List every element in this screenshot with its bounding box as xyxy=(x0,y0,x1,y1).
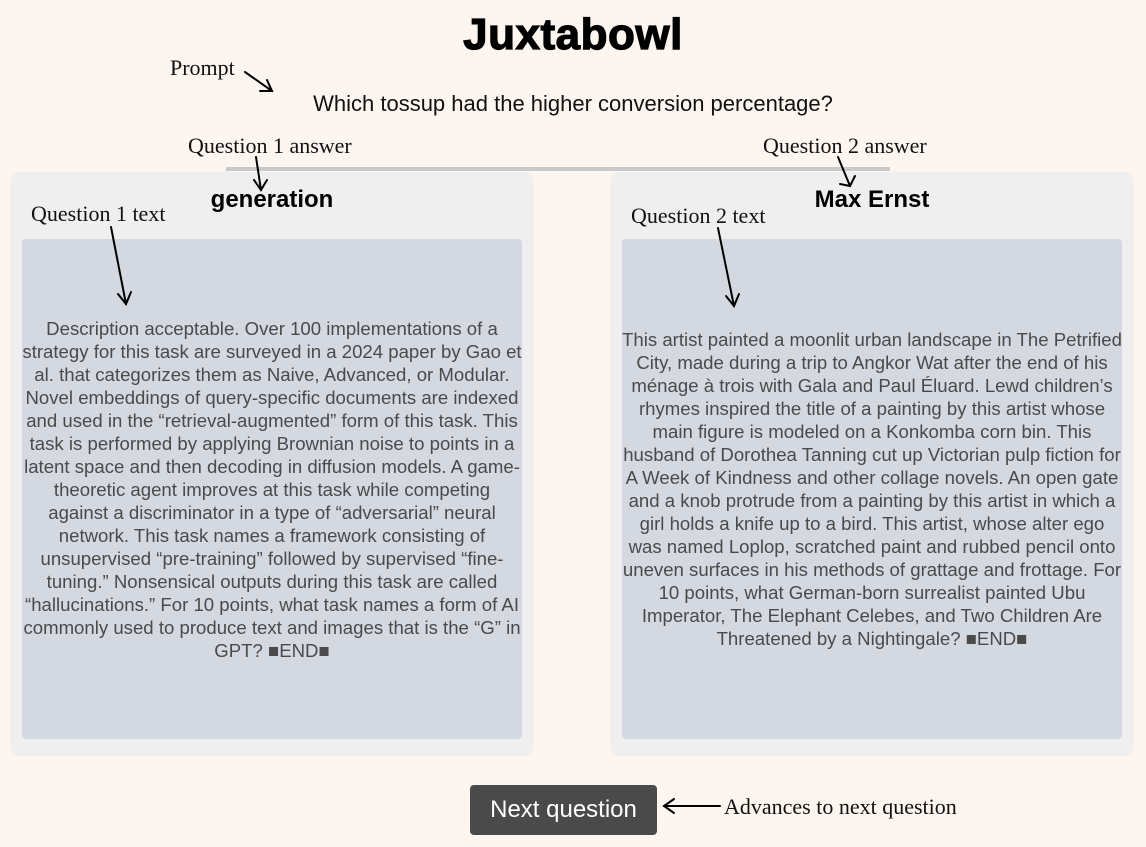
app-title: Juxtabowl xyxy=(463,10,683,59)
annotation-question-2-text: Question 2 text xyxy=(631,203,766,228)
question-1-text: Description acceptable. Over 100 implementations of a strategy for this task are surveyed in a 2024 paper by Gao et al. that categorizes them as Naive, Advanced, or Modular. Novel embeddings of query-specific documents are indexed and used in the “retrieval-augmented” form of this task. This task is performed by applying Brownian noise to points in a latent space and then decoding in diffusion models. A game-theoretic agent improves at this task while competing against a discriminator in a type of “adversarial” neural network. This task names a framework consisting of unsupervised “pre-training” followed by supervised “fine-tuning.” Nonsensical outputs during this task are called “hallucinations.” For 10 points, what task names a form of AI commonly used to produce text and images that is the “G” in GPT? ■END■ xyxy=(22,317,522,661)
prompt-text: Which tossup had the higher conversion percentage? xyxy=(313,91,833,116)
arrow-question-2-answer xyxy=(838,157,850,186)
annotation-question-1-answer: Question 1 answer xyxy=(188,133,352,158)
question-1-answer: generation xyxy=(210,186,334,213)
question-2-text: This artist painted a moonlit urban landscape in The Petrified City, made during a trip to Angkor Wat after the end of his ménage à trois with Gala and Paul Éluard. Lewd children’s rhymes inspired the title of a painting by this artist whose main figure is modeled on a Konkomba corn bin. This husband of Dorothea Tanning cut up Victorian pulp fiction for A Week of Kindness and other collage novels. An open gate and a knob protrude from a painting by this artist in which a girl holds a knife up to a bird. This artist, whose alter ego was named Loplop, scratched paint and rubbed pencil onto uneven surfaces in his methods of grattage and frottage. For 10 points, what German-born surrealist painted Ubu Imperator, The Elephant Celebes, and Two Children Are Threatened by a Nightingale? ■END■ xyxy=(622,329,1122,649)
annotation-next-question: Advances to next question xyxy=(724,794,957,819)
arrow-question-1-text xyxy=(111,227,126,304)
annotation-question-1-text: Question 1 text xyxy=(31,201,166,226)
annotation-question-2-answer: Question 2 answer xyxy=(763,133,927,158)
annotation-prompt: Prompt xyxy=(170,55,235,80)
question-2-answer: Max Ernst xyxy=(814,186,930,213)
next-question-button[interactable]: Next question xyxy=(470,785,657,835)
arrow-question-2-text xyxy=(718,228,734,306)
